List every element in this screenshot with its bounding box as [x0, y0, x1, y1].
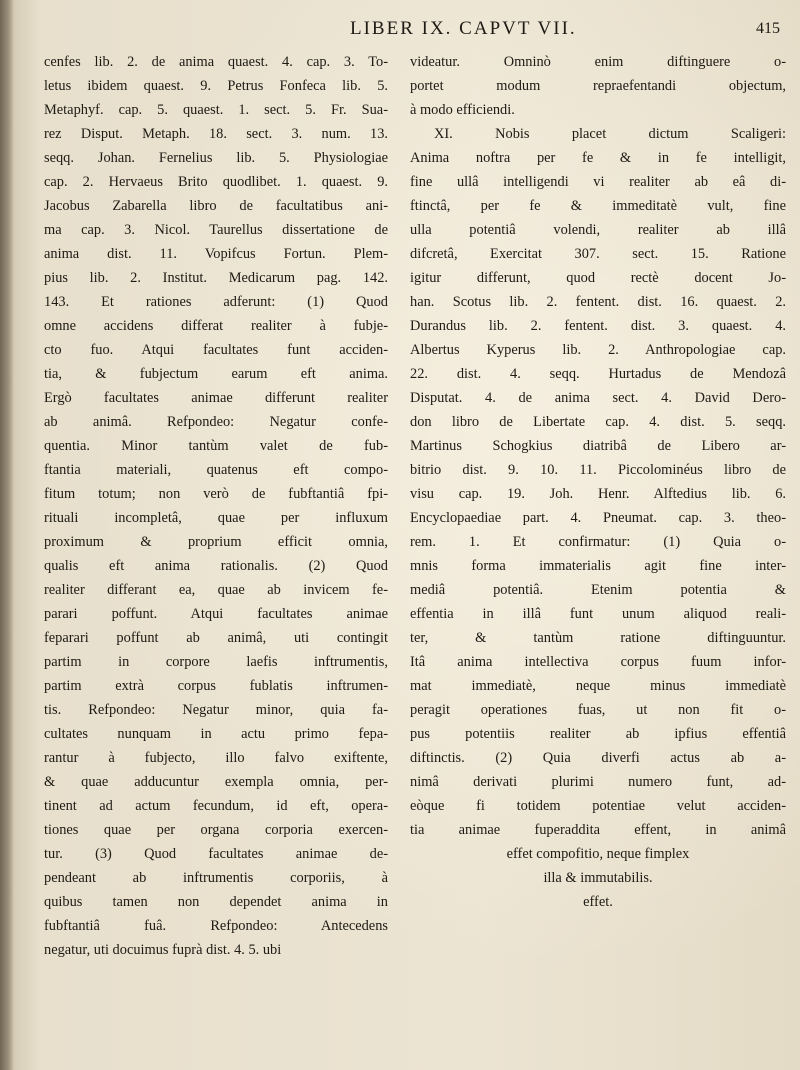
text-line: Disputat. 4. de anima sect. 4. David Dero- [410, 390, 786, 406]
text-line: Encyclopaediae part. 4. Pneumat. cap. 3. theo- [410, 510, 786, 526]
text-line: & quae adducuntur exempla omnia, per- [44, 774, 388, 790]
text-line: diftinctis. (2) Quia diverfi actus ab a- [410, 750, 786, 766]
text-line: difcretâ, Exercitat 307. sect. 15. Ratione [410, 246, 786, 262]
text-line: effentia in illâ funt unum aliquod reali- [410, 606, 786, 622]
text-line: tur. (3) Quod facultates animae de- [44, 846, 388, 862]
text-line: don libro de Libertate cap. 4. dist. 5. seqq. [410, 414, 786, 430]
left-text-column [44, 50, 388, 962]
text-line: bitrio dist. 9. 10. 11. Piccolominéus libro de [410, 462, 786, 478]
text-line: pendeant ab inftrumentis corporiis, à [44, 870, 388, 886]
text-line: letus ibidem quaest. 9. Petrus Fonfeca lib. 5. [44, 78, 388, 94]
text-line: ftinctâ, per fe & immeditatè vult, fine [410, 198, 786, 214]
text-line: tiones quae per organa corporia exercen- [44, 822, 388, 838]
text-line: à modo efficiendi. [410, 102, 515, 118]
text-line: rem. 1. Et confirmatur: (1) Quia o- [410, 534, 786, 550]
text-line: fine ullâ intelligendi vi realiter ab eâ di- [410, 174, 786, 190]
text-line: effet compofitio, neque fimplex [506, 846, 690, 862]
text-line: Ergò facultates animae differunt realiter [44, 390, 388, 406]
text-line: nimâ derivati plurimi numero funt, ad- [410, 774, 786, 790]
text-line: ulla potentiâ volendi, realiter ab illâ [410, 222, 786, 238]
text-line: ter, & tantùm ratione diftinguuntur. [410, 630, 786, 646]
page-gutter-shadow [0, 0, 14, 1070]
text-line: cap. 2. Hervaeus Brito quodlibet. 1. quaest. 9. [44, 174, 388, 190]
text-line: tis. Refpondeo: Negatur minor, quia fa- [44, 702, 388, 718]
page-number: 415 [756, 20, 780, 37]
text-line: seqq. Johan. Fernelius lib. 5. Physiologiae [44, 150, 388, 166]
text-line: han. Scotus lib. 2. fentent. dist. 16. quaest. 2. [410, 294, 786, 310]
text-line: 143. Et rationes adferunt: (1) Quod [44, 294, 388, 310]
text-line: mnis forma immaterialis agit fine inter- [410, 558, 786, 574]
text-line: negatur, uti docuimus fuprà dist. 4. 5. ubi [44, 942, 282, 958]
text-line: Albertus Kyperus lib. 2. Anthropologiae cap. [410, 342, 786, 358]
text-line: proximum & proprium efficit omnia, [44, 534, 388, 550]
text-line: partim in corpore laefis inftrumentis, [44, 654, 388, 670]
text-line: rituali incompletâ, quae per influxum [44, 510, 388, 526]
running-head: LIBER IX. CAPVT VII. [350, 18, 577, 39]
text-line: fitum totum; non verò de fubftantiâ fpi- [44, 486, 388, 502]
text-line: cenfes lib. 2. de anima quaest. 4. cap. 3. To- [44, 54, 388, 70]
section-heading-line: XI. Nobis placet dictum Scaligeri: [434, 126, 786, 142]
text-line: igitur differunt, quod rectè docent Jo- [410, 270, 786, 286]
text-line: tinent ad actum fecundum, id eft, opera- [44, 798, 388, 814]
text-line: Jacobus Zabarella libro de facultatibus ani- [44, 198, 388, 214]
text-line: ftantia materiali, quatenus eft compo- [44, 462, 388, 478]
text-line: quentia. Minor tantùm valet de fub- [44, 438, 388, 454]
text-line: ma cap. 3. Nicol. Taurellus dissertatione de [44, 222, 388, 238]
text-line: partim extrà corpus fublatis inftrumen- [44, 678, 388, 694]
text-line: Anima noftra per fe & in fe intelligit, [410, 150, 786, 166]
text-line: peragit operationes fuas, ut non fit o- [410, 702, 786, 718]
text-line: visu cap. 19. Joh. Henr. Alftedius lib. 6. [410, 486, 786, 502]
text-line: Durandus lib. 2. fentent. dist. 3. quaest. 4. [410, 318, 786, 334]
text-line: pius lib. 2. Institut. Medicarum pag. 142. [44, 270, 388, 286]
text-line: fubftantiâ fuâ. Refpondeo: Antecedens [44, 918, 388, 934]
text-line: cto fuo. Atqui facultates funt acciden- [44, 342, 388, 358]
text-line: cultates nunquam in actu primo fepa- [44, 726, 388, 742]
right-text-column [410, 50, 786, 914]
text-line: Itâ anima intellectiva corpus fuum infor- [410, 654, 786, 670]
text-line: Metaphyf. cap. 5. quaest. 1. sect. 5. Fr. Sua- [44, 102, 388, 118]
text-line: rantur à fubjecto, illo falvo exiftente, [44, 750, 388, 766]
text-line: videatur. Omninò enim diftinguere o- [410, 54, 786, 70]
text-line: portet modum repraefentandi objectum, [410, 78, 786, 94]
text-line: mediâ potentiâ. Etenim potentia & [410, 582, 786, 598]
text-line: ab animâ. Refpondeo: Negatur confe- [44, 414, 388, 430]
text-line: rez Disput. Metaph. 18. sect. 3. num. 13. [44, 126, 388, 142]
text-line: tia, & fubjectum earum eft anima. [44, 366, 388, 382]
text-line: qualis eft anima rationalis. (2) Quod [44, 558, 388, 574]
text-line: eòque fi totidem potentiae velut acciden- [410, 798, 786, 814]
text-line: illa & immutabilis. [543, 870, 653, 886]
text-line: omne accidens differat realiter à fubje- [44, 318, 388, 334]
catchword: effet. [583, 894, 613, 910]
text-line: Martinus Schogkius diatribâ de Libero ar- [410, 438, 786, 454]
text-line: tia animae fuperaddita effent, in animâ [410, 822, 786, 838]
text-line: parari poffunt. Atqui facultates animae [44, 606, 388, 622]
text-line: feparari poffunt ab animâ, uti contingit [44, 630, 388, 646]
page-header [0, 6, 800, 39]
text-line: mat immediatè, neque minus immediatè [410, 678, 786, 694]
text-line: quibus tamen non dependet anima in [44, 894, 388, 910]
text-line: 22. dist. 4. seqq. Hurtadus de Mendozâ [410, 366, 786, 382]
text-line: anima dist. 11. Vopifcus Fortun. Plem- [44, 246, 388, 262]
text-line: pus potentiis realiter ab ipfius effentiâ [410, 726, 786, 742]
text-line: realiter differant ea, quae ab invicem fe- [44, 582, 388, 598]
